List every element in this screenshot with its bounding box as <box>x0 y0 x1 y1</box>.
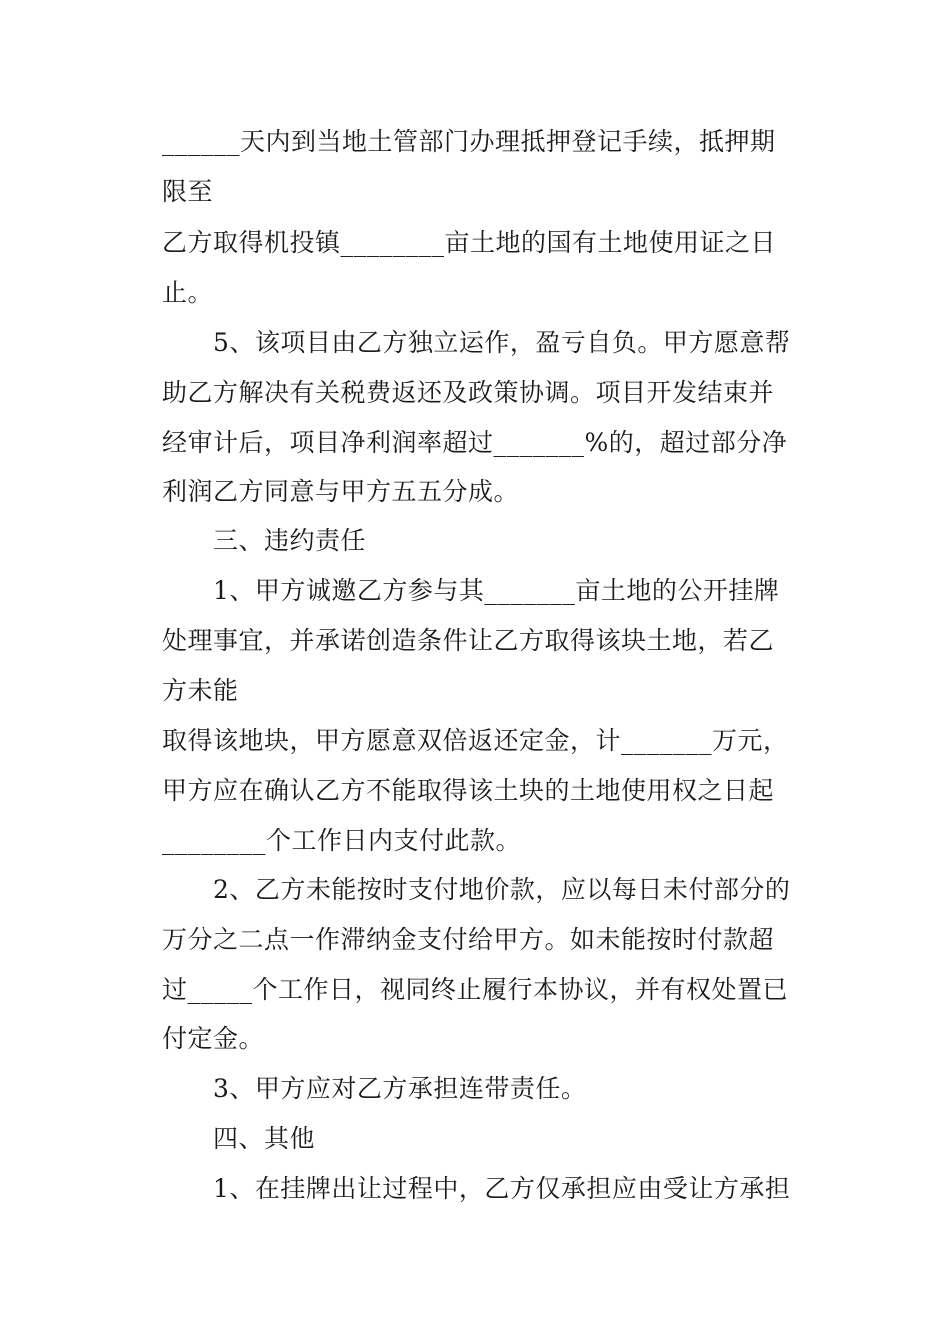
section-heading: 三、违约责任 <box>213 526 367 555</box>
text-line: 乙方取得机投镇________亩土地的国有土地使用证之日 <box>162 228 777 257</box>
text-line: 3、甲方应对乙方承担连带责任。 <box>213 1074 587 1103</box>
text-line: 处理事宜，并承诺创造条件让乙方取得该块土地，若乙 <box>162 626 775 655</box>
text-line: 1、甲方诚邀乙方参与其_______亩土地的公开挂牌 <box>213 576 780 605</box>
text-line: ________个工作日内支付此款。 <box>162 826 522 855</box>
section-heading: 四、其他 <box>213 1124 316 1153</box>
text-line: 取得该地块，甲方愿意双倍返还定金，计_______万元， <box>162 726 789 755</box>
text-line: 2、乙方未能按时支付地价款，应以每日未付部分的 <box>213 875 791 904</box>
text-line: 方未能 <box>162 676 239 705</box>
text-line: 限至 <box>162 177 214 206</box>
text-line: 付定金。 <box>162 1024 265 1053</box>
text-line: 利润乙方同意与甲方五五分成。 <box>162 477 520 506</box>
text-line: 经审计后，项目净利润率超过_______%的，超过部分净 <box>162 428 788 457</box>
text-line: 5、该项目由乙方独立运作，盈亏自负。甲方愿意帮 <box>213 328 791 357</box>
text-line: ______天内到当地土管部门办理抵押登记手续，抵押期 <box>162 127 776 156</box>
text-line: 甲方应在确认乙方不能取得该土块的土地使用权之日起 <box>162 776 775 805</box>
text-line: 1、在挂牌出让过程中，乙方仅承担应由受让方承担 <box>213 1174 791 1203</box>
text-line: 过_____个工作日，视同终止履行本协议，并有权处置已 <box>162 975 789 1004</box>
text-line: 万分之二点一作滞纳金支付给甲方。如未能按时付款超 <box>162 925 775 954</box>
text-line: 止。 <box>162 278 214 307</box>
text-line: 助乙方解决有关税费返还及政策协调。项目开发结束并 <box>162 378 775 407</box>
